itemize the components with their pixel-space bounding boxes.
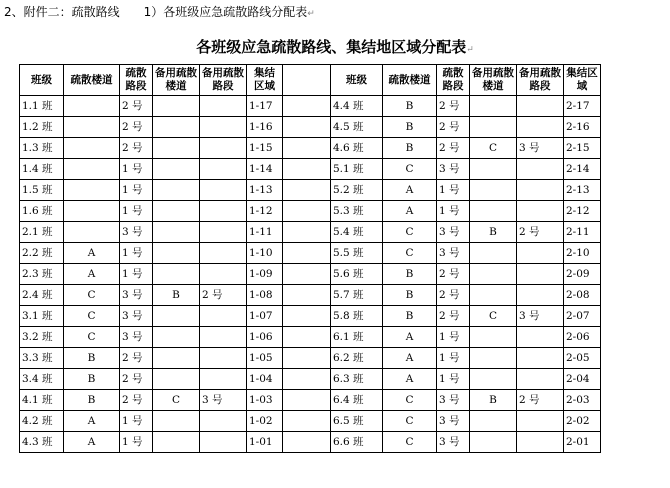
left-backup-stair-cell <box>153 264 200 285</box>
table-row <box>20 96 601 117</box>
left-backup-route-cell <box>200 306 247 327</box>
right-exit-stair-cell: B <box>383 306 437 327</box>
right-exit-route-cell: 1 号 <box>437 348 470 369</box>
right-backup-route-cell <box>517 243 564 264</box>
right-exit-route-cell: 3 号 <box>437 243 470 264</box>
right-exit-route-cell: 2 号 <box>437 138 470 159</box>
document-header <box>4 3 315 20</box>
right-exit-stair-cell: C <box>383 243 437 264</box>
left-exit-route-cell: 1 号 <box>120 432 153 453</box>
left-backup-route-cell: 3 号 <box>200 390 247 411</box>
gap-cell <box>283 180 331 201</box>
left-exit-stair-cell <box>64 180 120 201</box>
right-exit-route-cell: 1 号 <box>437 201 470 222</box>
left-class-cell: 1.1 班 <box>20 96 64 117</box>
table-row <box>20 348 601 369</box>
right-backup-route-cell <box>517 159 564 180</box>
left-backup-route-cell <box>200 348 247 369</box>
table-row <box>20 369 601 390</box>
left-exit-route-cell: 1 号 <box>120 243 153 264</box>
gap-cell <box>283 432 331 453</box>
gap-cell <box>283 159 331 180</box>
left-assembly-area-cell: 1-13 <box>247 180 283 201</box>
left-backup-route-cell <box>200 180 247 201</box>
left-exit-route-header: 疏散路段 <box>120 65 153 96</box>
right-backup-stair-cell <box>470 327 517 348</box>
right-backup-stair-cell: B <box>470 390 517 411</box>
left-backup-stair-cell: C <box>153 390 200 411</box>
left-backup-route-cell <box>200 264 247 285</box>
left-assembly-area-cell: 1-09 <box>247 264 283 285</box>
left-assembly-area-cell: 1-08 <box>247 285 283 306</box>
right-exit-stair-cell: B <box>383 285 437 306</box>
left-class-cell: 4.2 班 <box>20 411 64 432</box>
left-exit-stair-cell: B <box>64 369 120 390</box>
left-assembly-area-cell: 1-07 <box>247 306 283 327</box>
right-backup-route-cell: 3 号 <box>517 138 564 159</box>
right-class-cell: 6.4 班 <box>331 390 383 411</box>
right-exit-stair-cell: A <box>383 327 437 348</box>
left-assembly-area-cell: 1-02 <box>247 411 283 432</box>
table-row <box>20 201 601 222</box>
right-class-cell: 5.6 班 <box>331 264 383 285</box>
table-row <box>20 180 601 201</box>
left-assembly-area-cell: 1-14 <box>247 159 283 180</box>
left-exit-route-cell: 1 号 <box>120 201 153 222</box>
left-class-cell: 2.3 班 <box>20 264 64 285</box>
right-assembly-area-cell: 2-04 <box>564 369 601 390</box>
table-row <box>20 411 601 432</box>
right-class-cell: 4.4 班 <box>331 96 383 117</box>
right-exit-route-cell: 2 号 <box>437 306 470 327</box>
right-assembly-area-cell: 2-13 <box>564 180 601 201</box>
right-assembly-area-cell: 2-09 <box>564 264 601 285</box>
left-assembly-area-cell: 1-10 <box>247 243 283 264</box>
right-assembly-area-cell: 2-10 <box>564 243 601 264</box>
left-exit-stair-cell: A <box>64 264 120 285</box>
left-assembly-area-cell: 1-11 <box>247 222 283 243</box>
left-assembly-area-cell: 1-15 <box>247 138 283 159</box>
gap-cell <box>283 390 331 411</box>
left-assembly-area-cell: 1-03 <box>247 390 283 411</box>
right-backup-route-cell <box>517 327 564 348</box>
right-exit-stair-header: 疏散楼道 <box>383 65 437 96</box>
gap-cell <box>283 306 331 327</box>
left-exit-route-cell: 3 号 <box>120 327 153 348</box>
right-exit-route-cell: 2 号 <box>437 96 470 117</box>
left-class-cell: 3.4 班 <box>20 369 64 390</box>
evacuation-allocation-table <box>19 64 601 453</box>
left-exit-stair-cell: A <box>64 432 120 453</box>
right-backup-route-cell: 2 号 <box>517 222 564 243</box>
table-row <box>20 285 601 306</box>
table-row <box>20 432 601 453</box>
left-backup-stair-cell: B <box>153 285 200 306</box>
left-assembly-area-cell: 1-04 <box>247 369 283 390</box>
right-exit-stair-cell: A <box>383 201 437 222</box>
right-exit-route-cell: 3 号 <box>437 432 470 453</box>
left-backup-stair-header: 备用疏散楼道 <box>153 65 200 96</box>
right-backup-stair-cell <box>470 243 517 264</box>
left-class-cell: 1.3 班 <box>20 138 64 159</box>
left-exit-route-cell: 1 号 <box>120 411 153 432</box>
right-assembly-area-cell: 2-16 <box>564 117 601 138</box>
left-backup-stair-cell <box>153 348 200 369</box>
right-exit-route-cell: 1 号 <box>437 327 470 348</box>
right-class-cell: 4.6 班 <box>331 138 383 159</box>
left-backup-route-cell <box>200 222 247 243</box>
right-class-cell: 5.1 班 <box>331 159 383 180</box>
gap-cell <box>283 327 331 348</box>
right-class-cell: 6.2 班 <box>331 348 383 369</box>
left-assembly-area-cell: 1-17 <box>247 96 283 117</box>
left-exit-stair-cell <box>64 201 120 222</box>
right-backup-stair-cell <box>470 411 517 432</box>
left-exit-route-cell: 1 号 <box>120 264 153 285</box>
right-class-cell: 5.3 班 <box>331 201 383 222</box>
left-backup-stair-cell <box>153 243 200 264</box>
right-backup-stair-cell <box>470 264 517 285</box>
right-exit-stair-cell: B <box>383 117 437 138</box>
left-backup-route-cell <box>200 159 247 180</box>
left-backup-stair-cell <box>153 222 200 243</box>
left-exit-stair-cell <box>64 138 120 159</box>
left-exit-route-cell: 2 号 <box>120 96 153 117</box>
left-exit-route-cell: 3 号 <box>120 306 153 327</box>
right-backup-route-cell: 3 号 <box>517 306 564 327</box>
left-backup-stair-cell <box>153 138 200 159</box>
right-class-header: 班级 <box>331 65 383 96</box>
left-backup-route-cell <box>200 432 247 453</box>
gap-cell <box>283 285 331 306</box>
table-header-row <box>20 65 601 96</box>
table-title <box>0 36 670 57</box>
right-assembly-area-cell: 2-08 <box>564 285 601 306</box>
right-backup-stair-cell <box>470 369 517 390</box>
right-exit-stair-cell: C <box>383 411 437 432</box>
right-backup-route-cell <box>517 348 564 369</box>
table-row <box>20 138 601 159</box>
left-backup-route-header: 备用疏散路段 <box>200 65 247 96</box>
left-backup-route-cell <box>200 117 247 138</box>
left-assembly-area-cell: 1-05 <box>247 348 283 369</box>
right-backup-route-header: 备用疏散路段 <box>517 65 564 96</box>
table-title-text: 各班级应急疏散路线、集结地区域分配表 <box>196 38 467 56</box>
right-assembly-area-cell: 2-12 <box>564 201 601 222</box>
left-exit-route-cell: 2 号 <box>120 390 153 411</box>
right-class-cell: 6.6 班 <box>331 432 383 453</box>
gap-cell <box>283 96 331 117</box>
right-exit-route-header: 疏散路段 <box>437 65 470 96</box>
left-class-cell: 4.3 班 <box>20 432 64 453</box>
right-backup-route-cell <box>517 369 564 390</box>
right-exit-stair-cell: C <box>383 432 437 453</box>
right-assembly-area-header: 集结区域 <box>564 65 601 96</box>
right-backup-stair-cell: C <box>470 138 517 159</box>
right-exit-route-cell: 3 号 <box>437 411 470 432</box>
right-class-cell: 6.3 班 <box>331 369 383 390</box>
table-row <box>20 222 601 243</box>
gap-cell <box>283 243 331 264</box>
right-backup-route-cell <box>517 264 564 285</box>
left-exit-stair-header: 疏散楼道 <box>64 65 120 96</box>
table-row <box>20 390 601 411</box>
right-backup-stair-cell <box>470 432 517 453</box>
right-exit-route-cell: 3 号 <box>437 159 470 180</box>
right-exit-stair-cell: B <box>383 96 437 117</box>
left-exit-route-cell: 3 号 <box>120 285 153 306</box>
right-backup-stair-cell <box>470 348 517 369</box>
left-class-cell: 4.1 班 <box>20 390 64 411</box>
right-assembly-area-cell: 2-07 <box>564 306 601 327</box>
right-assembly-area-cell: 2-05 <box>564 348 601 369</box>
left-backup-route-cell <box>200 138 247 159</box>
left-exit-route-cell: 1 号 <box>120 180 153 201</box>
table-body <box>20 96 601 453</box>
left-exit-route-cell: 2 号 <box>120 348 153 369</box>
gap-cell <box>283 222 331 243</box>
left-assembly-area-cell: 1-16 <box>247 117 283 138</box>
right-exit-route-cell: 3 号 <box>437 390 470 411</box>
right-backup-stair-cell <box>470 159 517 180</box>
left-backup-route-cell <box>200 411 247 432</box>
right-backup-stair-cell <box>470 117 517 138</box>
right-assembly-area-cell: 2-17 <box>564 96 601 117</box>
left-backup-stair-cell <box>153 117 200 138</box>
table-row <box>20 117 601 138</box>
right-exit-stair-cell: B <box>383 264 437 285</box>
left-backup-route-cell <box>200 96 247 117</box>
right-class-cell: 6.5 班 <box>331 411 383 432</box>
gap-cell <box>283 411 331 432</box>
left-backup-stair-cell <box>153 96 200 117</box>
gap-cell <box>283 264 331 285</box>
right-backup-stair-cell <box>470 201 517 222</box>
right-exit-route-cell: 3 号 <box>437 222 470 243</box>
left-exit-route-cell: 2 号 <box>120 369 153 390</box>
right-exit-stair-cell: C <box>383 390 437 411</box>
left-exit-stair-cell <box>64 222 120 243</box>
left-exit-route-cell: 2 号 <box>120 138 153 159</box>
left-class-cell: 3.2 班 <box>20 327 64 348</box>
right-backup-stair-cell: C <box>470 306 517 327</box>
right-exit-stair-cell: C <box>383 159 437 180</box>
right-backup-stair-cell: B <box>470 222 517 243</box>
left-class-header: 班级 <box>20 65 64 96</box>
right-assembly-area-cell: 2-11 <box>564 222 601 243</box>
right-backup-stair-cell <box>470 96 517 117</box>
right-class-cell: 5.2 班 <box>331 180 383 201</box>
right-class-cell: 4.5 班 <box>331 117 383 138</box>
right-backup-route-cell <box>517 180 564 201</box>
right-exit-stair-cell: B <box>383 138 437 159</box>
left-backup-stair-cell <box>153 159 200 180</box>
right-backup-stair-cell <box>470 285 517 306</box>
right-exit-route-cell: 2 号 <box>437 285 470 306</box>
right-backup-route-cell <box>517 201 564 222</box>
left-exit-stair-cell: A <box>64 411 120 432</box>
right-class-cell: 5.7 班 <box>331 285 383 306</box>
left-backup-stair-cell <box>153 306 200 327</box>
table-row <box>20 159 601 180</box>
left-assembly-area-cell: 1-12 <box>247 201 283 222</box>
gap-cell <box>283 348 331 369</box>
right-exit-route-cell: 1 号 <box>437 180 470 201</box>
right-backup-route-cell <box>517 411 564 432</box>
gap-cell <box>283 138 331 159</box>
table-row <box>20 243 601 264</box>
left-exit-route-cell: 3 号 <box>120 222 153 243</box>
left-exit-stair-cell: C <box>64 285 120 306</box>
right-assembly-area-cell: 2-03 <box>564 390 601 411</box>
right-assembly-area-cell: 2-14 <box>564 159 601 180</box>
left-exit-stair-cell: A <box>64 243 120 264</box>
left-class-cell: 1.2 班 <box>20 117 64 138</box>
left-class-cell: 1.5 班 <box>20 180 64 201</box>
left-exit-stair-cell: B <box>64 348 120 369</box>
left-backup-stair-cell <box>153 432 200 453</box>
left-backup-stair-cell <box>153 180 200 201</box>
right-assembly-area-cell: 2-02 <box>564 411 601 432</box>
paragraph-mark-icon: ↵ <box>466 45 474 55</box>
right-backup-route-cell: 2 号 <box>517 390 564 411</box>
left-assembly-area-header: 集结区域 <box>247 65 283 96</box>
right-backup-route-cell <box>517 96 564 117</box>
left-assembly-area-cell: 1-01 <box>247 432 283 453</box>
left-class-cell: 1.4 班 <box>20 159 64 180</box>
table-row <box>20 327 601 348</box>
right-backup-stair-cell <box>470 180 517 201</box>
left-backup-stair-cell <box>153 201 200 222</box>
left-class-cell: 2.2 班 <box>20 243 64 264</box>
left-class-cell: 3.3 班 <box>20 348 64 369</box>
left-backup-route-cell <box>200 327 247 348</box>
paragraph-mark-icon: ↵ <box>307 9 315 19</box>
right-exit-stair-cell: A <box>383 369 437 390</box>
left-backup-route-cell <box>200 369 247 390</box>
left-class-cell: 1.6 班 <box>20 201 64 222</box>
gap-header-cell <box>283 65 331 96</box>
right-backup-route-cell <box>517 432 564 453</box>
gap-cell <box>283 201 331 222</box>
left-backup-stair-cell <box>153 327 200 348</box>
right-assembly-area-cell: 2-06 <box>564 327 601 348</box>
left-class-cell: 2.4 班 <box>20 285 64 306</box>
attachment-label: 2、附件二：疏散路线 <box>4 5 120 19</box>
left-exit-stair-cell <box>64 159 120 180</box>
left-exit-route-cell: 2 号 <box>120 117 153 138</box>
right-assembly-area-cell: 2-01 <box>564 432 601 453</box>
left-backup-stair-cell <box>153 411 200 432</box>
right-class-cell: 5.8 班 <box>331 306 383 327</box>
right-class-cell: 5.4 班 <box>331 222 383 243</box>
right-class-cell: 5.5 班 <box>331 243 383 264</box>
right-assembly-area-cell: 2-15 <box>564 138 601 159</box>
right-exit-stair-cell: C <box>383 222 437 243</box>
right-backup-route-cell <box>517 285 564 306</box>
left-exit-stair-cell <box>64 96 120 117</box>
left-exit-stair-cell: C <box>64 306 120 327</box>
left-exit-stair-cell <box>64 117 120 138</box>
left-exit-stair-cell: C <box>64 327 120 348</box>
table-row <box>20 264 601 285</box>
left-class-cell: 3.1 班 <box>20 306 64 327</box>
right-exit-route-cell: 2 号 <box>437 117 470 138</box>
right-exit-stair-cell: A <box>383 180 437 201</box>
left-assembly-area-cell: 1-06 <box>247 327 283 348</box>
left-exit-stair-cell: B <box>64 390 120 411</box>
right-backup-route-cell <box>517 117 564 138</box>
right-class-cell: 6.1 班 <box>331 327 383 348</box>
right-exit-route-cell: 2 号 <box>437 264 470 285</box>
left-backup-stair-cell <box>153 369 200 390</box>
gap-cell <box>283 117 331 138</box>
table-row <box>20 306 601 327</box>
gap-cell <box>283 369 331 390</box>
right-exit-route-cell: 1 号 <box>437 369 470 390</box>
table-subtitle: 1）各班级应急疏散路线分配表 <box>143 5 308 19</box>
left-backup-route-cell: 2 号 <box>200 285 247 306</box>
left-backup-route-cell <box>200 243 247 264</box>
left-backup-route-cell <box>200 201 247 222</box>
left-exit-route-cell: 1 号 <box>120 159 153 180</box>
right-backup-stair-header: 备用疏散楼道 <box>470 65 517 96</box>
left-class-cell: 2.1 班 <box>20 222 64 243</box>
right-exit-stair-cell: A <box>383 348 437 369</box>
